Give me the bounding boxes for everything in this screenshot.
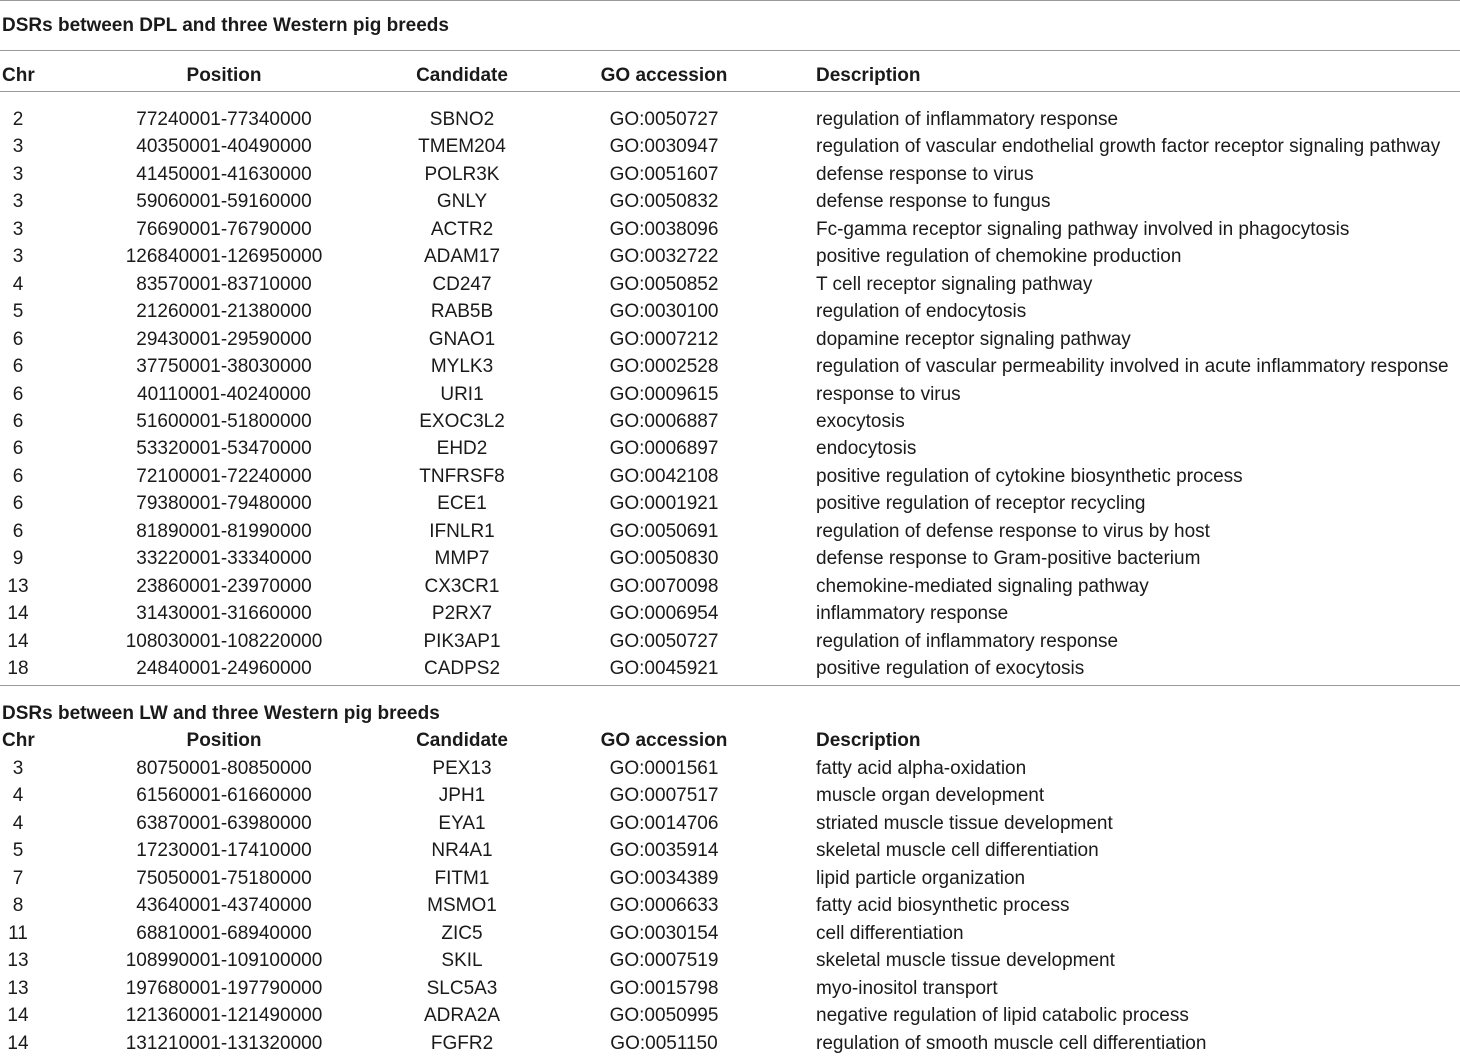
cell-candidate: RAB5B (430, 301, 494, 323)
cell-candidate: PIK3AP1 (423, 630, 501, 652)
table-row (0, 545, 1460, 572)
table-row (0, 408, 1460, 435)
cell-description: regulation of endocytosis (816, 301, 1027, 323)
cell-go-accession: GO:0001561 (609, 758, 719, 779)
cell-position: 76690001-76790000 (136, 218, 312, 240)
table-row (0, 755, 1460, 782)
cell-go-accession: GO:0001921 (609, 493, 719, 515)
top-rule (0, 0, 1460, 1)
table-row (0, 920, 1460, 947)
cell-position: 21260001-21380000 (136, 301, 312, 323)
cell-candidate: TNFRSF8 (419, 465, 505, 487)
cell-position: 80750001-80850000 (136, 758, 312, 779)
cell-candidate: URI1 (440, 383, 484, 405)
header-chr: Chr (2, 730, 35, 751)
table-row (0, 782, 1460, 809)
cell-chr: 14 (7, 630, 29, 652)
cell-chr: 3 (12, 191, 24, 213)
cell-go-accession: GO:0050995 (609, 1005, 719, 1027)
cell-go-accession: GO:0007519 (609, 950, 719, 972)
cell-position: 53320001-53470000 (136, 438, 312, 460)
header-description: Description (816, 65, 921, 86)
table-row (0, 353, 1460, 380)
cell-go-accession: GO:0030947 (609, 136, 719, 158)
cell-chr: 6 (12, 383, 24, 405)
cell-chr: 3 (12, 246, 24, 268)
cell-go-accession: GO:0050727 (609, 109, 719, 130)
cell-chr: 11 (8, 922, 28, 944)
cell-chr: 6 (12, 520, 24, 542)
cell-position: 41450001-41630000 (136, 163, 312, 185)
table-row (0, 381, 1460, 408)
cell-chr: 9 (12, 548, 24, 570)
cell-description: regulation of defense response to virus by host (816, 520, 1210, 542)
cell-position: 83570001-83710000 (136, 273, 312, 295)
table-row (0, 271, 1460, 298)
cell-chr: 5 (12, 301, 24, 323)
cell-description: endocytosis (816, 438, 917, 460)
cell-go-accession: GO:0030154 (609, 922, 719, 944)
cell-position: 63870001-63980000 (136, 812, 312, 834)
cell-go-accession: GO:0007517 (609, 785, 719, 807)
table-row (0, 490, 1460, 517)
cell-position: 68810001-68940000 (136, 922, 312, 944)
cell-go-accession: GO:0034389 (609, 867, 719, 889)
cell-candidate: EYA1 (438, 812, 486, 834)
table-row (0, 518, 1460, 545)
cell-position: 17230001-17410000 (136, 840, 312, 862)
cell-chr: 14 (7, 1032, 29, 1054)
cell-position: 59060001-59160000 (136, 191, 312, 213)
cell-chr: 6 (12, 328, 24, 350)
cell-go-accession: GO:0051150 (610, 1032, 718, 1054)
cell-description: positive regulation of exocytosis (816, 658, 1085, 679)
table-row (0, 298, 1460, 325)
cell-chr: 6 (12, 410, 24, 432)
cell-go-accession: GO:0002528 (609, 356, 719, 378)
cell-description: skeletal muscle cell differentiation (816, 840, 1099, 862)
header-description: Description (816, 730, 921, 751)
cell-candidate: MYLK3 (430, 356, 494, 378)
cell-candidate: SLC5A3 (426, 977, 498, 999)
cell-go-accession: GO:0050727 (609, 630, 719, 652)
cell-chr: 6 (12, 356, 24, 378)
cell-description: lipid particle organization (816, 867, 1026, 889)
cell-description: positive regulation of receptor recycling (816, 493, 1146, 515)
header-go-accession: GO accession (600, 730, 728, 751)
table-row (0, 975, 1460, 1002)
table-row (0, 435, 1460, 462)
cell-go-accession: GO:0050852 (609, 273, 719, 295)
cell-candidate: CD247 (432, 273, 492, 295)
cell-position: 197680001-197790000 (125, 977, 323, 999)
header-position: Position (186, 730, 262, 751)
cell-description: defense response to virus (816, 163, 1034, 185)
cell-description: skeletal muscle tissue development (816, 950, 1115, 972)
cell-chr: 8 (12, 895, 24, 917)
table-row (0, 865, 1460, 892)
cell-position: 77240001-77340000 (136, 109, 312, 130)
column-header-row-lw (0, 727, 1460, 754)
cell-chr: 13 (7, 575, 29, 597)
cell-position: 108030001-108220000 (125, 630, 323, 652)
table-row (0, 243, 1460, 270)
section-title-lw: DSRs between LW and three Western pig breeds (2, 703, 440, 724)
cell-position: 81890001-81990000 (136, 520, 312, 542)
cell-chr: 14 (7, 603, 29, 625)
table-row (0, 188, 1460, 215)
table-row (0, 573, 1460, 600)
cell-description: regulation of smooth muscle cell differentiation (816, 1032, 1207, 1054)
cell-candidate: ACTR2 (430, 218, 494, 240)
table-row (0, 810, 1460, 837)
cell-description: Fc-gamma receptor signaling pathway involved in phagocytosis (816, 218, 1350, 240)
cell-go-accession: GO:0032722 (609, 246, 719, 268)
cell-go-accession: GO:0050830 (609, 548, 719, 570)
cell-description: defense response to fungus (816, 191, 1051, 213)
cell-description: response to virus (816, 383, 961, 405)
section-rule-lw (0, 685, 1460, 686)
cell-go-accession: GO:0006887 (609, 410, 719, 432)
cell-candidate: ECE1 (437, 493, 487, 515)
cell-description: myo-inositol transport (816, 977, 998, 999)
cell-chr: 4 (12, 812, 24, 834)
cell-candidate: P2RX7 (431, 603, 493, 625)
cell-chr: 6 (12, 438, 24, 460)
table-row (0, 892, 1460, 919)
column-header-row-dpl (0, 62, 1460, 89)
cell-candidate: FGFR2 (430, 1032, 494, 1054)
cell-position: 72100001-72240000 (136, 465, 312, 487)
header-go-accession: GO accession (600, 65, 728, 86)
cell-go-accession: GO:0051607 (609, 163, 719, 185)
cell-description: regulation of vascular endothelial growth factor receptor signaling pathway (816, 136, 1441, 158)
cell-go-accession: GO:0006897 (609, 438, 719, 460)
cell-description: cell differentiation (816, 922, 964, 944)
header-chr: Chr (2, 65, 35, 86)
cell-candidate: MMP7 (434, 548, 490, 570)
cell-position: 24840001-24960000 (136, 658, 312, 679)
cell-position: 37750001-38030000 (136, 356, 312, 378)
cell-go-accession: GO:0050691 (609, 520, 719, 542)
cell-candidate: JPH1 (438, 785, 486, 807)
cell-position: 121360001-121490000 (125, 1005, 323, 1027)
cell-candidate: CX3CR1 (424, 575, 500, 597)
cell-position: 51600001-51800000 (136, 410, 312, 432)
cell-chr: 14 (7, 1005, 29, 1027)
cell-go-accession: GO:0050832 (609, 191, 719, 213)
cell-position: 31430001-31660000 (136, 603, 312, 625)
cell-description: regulation of inflammatory response (816, 630, 1119, 652)
cell-chr: 4 (12, 273, 24, 295)
cell-chr: 13 (7, 977, 29, 999)
table-row (0, 600, 1460, 627)
cell-position: 23860001-23970000 (136, 575, 312, 597)
cell-go-accession: GO:0038096 (609, 218, 719, 240)
cell-candidate: ADAM17 (423, 246, 501, 268)
table-row (0, 837, 1460, 864)
cell-candidate: NR4A1 (431, 840, 493, 862)
table-row (0, 655, 1460, 682)
cell-go-accession: GO:0070098 (609, 575, 719, 597)
cell-description: positive regulation of cytokine biosynthetic process (816, 465, 1243, 487)
cell-candidate: GNLY (436, 191, 488, 213)
cell-go-accession: GO:0006633 (609, 895, 719, 917)
cell-go-accession: GO:0006954 (609, 603, 719, 625)
cell-position: 75050001-75180000 (136, 867, 312, 889)
cell-description: dopamine receptor signaling pathway (816, 328, 1131, 350)
cell-candidate: MSMO1 (427, 895, 497, 917)
cell-description: defense response to Gram-positive bacterium (816, 548, 1201, 570)
section-rule-dpl (0, 50, 1460, 51)
cell-description: regulation of vascular permeability involved in acute inflammatory response (816, 356, 1449, 378)
cell-chr: 2 (12, 109, 24, 130)
cell-description: inflammatory response (816, 603, 1009, 625)
cell-description: regulation of inflammatory response (816, 109, 1119, 130)
cell-go-accession: GO:0015798 (609, 977, 719, 999)
cell-description: chemokine-mediated signaling pathway (816, 575, 1149, 597)
cell-description: fatty acid biosynthetic process (816, 895, 1070, 917)
cell-candidate: IFNLR1 (429, 520, 495, 542)
cell-candidate: FITM1 (434, 867, 490, 889)
cell-position: 79380001-79480000 (136, 493, 312, 515)
table-row (0, 628, 1460, 655)
cell-go-accession: GO:0045921 (609, 658, 719, 679)
cell-chr: 6 (12, 465, 24, 487)
table-row (0, 326, 1460, 353)
table-row (0, 106, 1460, 133)
header-candidate: Candidate (416, 730, 508, 751)
header-candidate: Candidate (416, 65, 508, 86)
cell-description: positive regulation of chemokine production (816, 246, 1182, 268)
cell-chr: 18 (7, 658, 29, 679)
cell-chr: 3 (12, 218, 24, 240)
cell-chr: 13 (7, 950, 29, 972)
cell-candidate: GNAO1 (428, 328, 496, 350)
cell-position: 61560001-61660000 (136, 785, 312, 807)
cell-chr: 3 (12, 758, 24, 779)
table-row (0, 133, 1460, 160)
cell-go-accession: GO:0030100 (609, 301, 719, 323)
cell-chr: 6 (12, 493, 24, 515)
cell-description: T cell receptor signaling pathway (816, 273, 1093, 295)
table-row (0, 161, 1460, 188)
cell-description: negative regulation of lipid catabolic process (816, 1005, 1189, 1027)
cell-candidate: SBNO2 (429, 109, 495, 130)
cell-candidate: ZIC5 (441, 922, 483, 944)
cell-position: 33220001-33340000 (136, 548, 312, 570)
cell-candidate: EHD2 (436, 438, 488, 460)
cell-description: fatty acid alpha-oxidation (816, 758, 1027, 779)
section-title-dpl: DSRs between DPL and three Western pig breeds (2, 15, 449, 36)
table-row (0, 947, 1460, 974)
cell-go-accession: GO:0009615 (609, 383, 719, 405)
cell-go-accession: GO:0035914 (609, 840, 719, 862)
cell-candidate: ADRA2A (423, 1005, 501, 1027)
cell-description: exocytosis (816, 410, 905, 432)
cell-candidate: EXOC3L2 (419, 410, 505, 432)
cell-position: 126840001-126950000 (125, 246, 323, 268)
cell-candidate: PEX13 (432, 758, 492, 779)
cell-chr: 3 (12, 136, 24, 158)
cell-position: 40350001-40490000 (136, 136, 312, 158)
cell-position: 43640001-43740000 (136, 895, 312, 917)
cell-position: 40110001-40240000 (137, 383, 311, 405)
header-rule-dpl (0, 91, 1460, 92)
table-row (0, 216, 1460, 243)
cell-candidate: TMEM204 (418, 136, 506, 158)
cell-description: muscle organ development (816, 785, 1045, 807)
cell-candidate: CADPS2 (423, 658, 501, 679)
cell-position: 108990001-109100000 (125, 950, 323, 972)
cell-go-accession: GO:0042108 (609, 465, 719, 487)
cell-description: striated muscle tissue development (816, 812, 1113, 834)
table-row (0, 1002, 1460, 1029)
cell-candidate: POLR3K (424, 163, 500, 185)
cell-candidate: SKIL (441, 950, 483, 972)
cell-go-accession: GO:0014706 (609, 812, 719, 834)
cell-chr: 4 (12, 785, 24, 807)
table-row (0, 1030, 1460, 1057)
cell-position: 131210001-131320000 (125, 1032, 323, 1054)
header-position: Position (186, 65, 262, 86)
cell-position: 29430001-29590000 (136, 328, 312, 350)
cell-chr: 7 (12, 867, 24, 889)
cell-go-accession: GO:0007212 (609, 328, 719, 350)
cell-chr: 3 (12, 163, 24, 185)
cell-chr: 5 (12, 840, 24, 862)
table-row (0, 463, 1460, 490)
